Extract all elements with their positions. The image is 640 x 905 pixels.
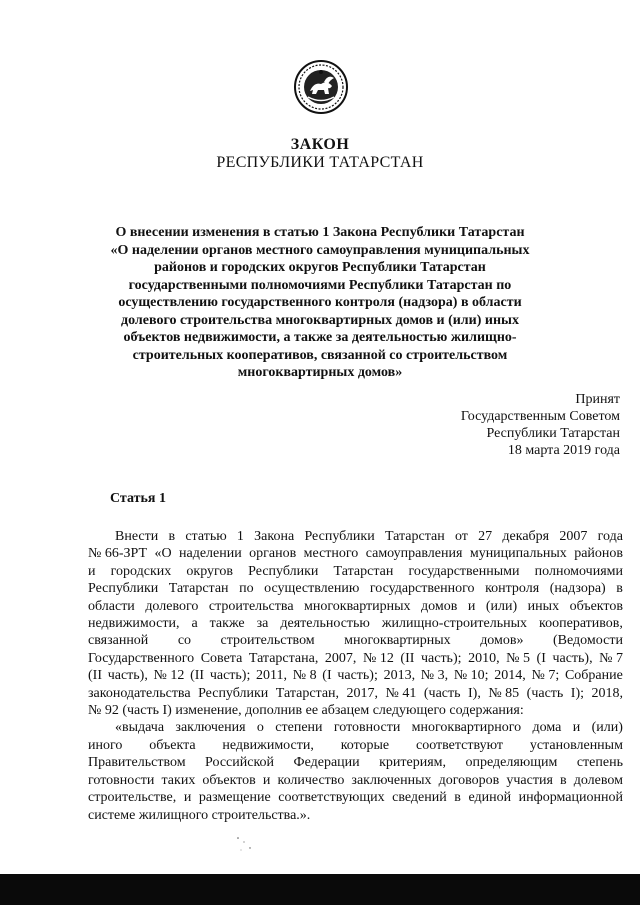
- body-line: [88, 545, 623, 562]
- body-word: Татарстан: [384, 529, 445, 544]
- body-word: и: [262, 772, 271, 788]
- body-word: 2007,: [324, 650, 357, 666]
- body-word: № 7: [599, 650, 623, 666]
- law-subtitle: РЕСПУБЛИКИ ТАТАРСТАН: [216, 154, 424, 171]
- heading-line: «О наделении органов местного самоуправления муниципальных: [110, 242, 530, 258]
- body-word: декабря: [502, 529, 550, 544]
- body-word: № 3,: [420, 668, 449, 684]
- heading-line: строительных кооперативов, связанной со строительством: [132, 347, 508, 363]
- body-word: домов»: [480, 633, 524, 649]
- body-line: [88, 580, 623, 597]
- body-text-run: № 92 (часть I) изменение, дополнив ее абзацем следующего содержания:: [88, 703, 524, 719]
- body-word: и: [467, 598, 476, 614]
- scan-speck: [230, 828, 260, 858]
- body-word: жилищно-строительных: [381, 616, 528, 632]
- body-word: дома: [532, 720, 562, 736]
- body-word: сведений: [392, 790, 447, 806]
- body-word: наделении: [179, 546, 242, 562]
- body-word: долевого: [145, 598, 199, 614]
- body-word: области: [88, 598, 135, 614]
- body-word: Закона: [254, 529, 295, 544]
- body-word: по: [239, 581, 254, 597]
- body-word: (II: [400, 650, 415, 666]
- body-word: недвижимости,: [88, 616, 180, 632]
- body-word: недвижимости,: [222, 737, 314, 753]
- body-word: Татарстан: [168, 581, 229, 597]
- heading-line: районов и городских округов Республики Татарстан: [154, 260, 486, 275]
- heading-line: объектов недвижимости, а также за деятельностью жилищно-: [123, 330, 517, 345]
- adoption-line: Государственным Советом: [460, 409, 620, 424]
- body-line: [88, 737, 623, 754]
- body-word: № 85: [488, 685, 520, 701]
- body-word: (Ведомости: [553, 633, 623, 649]
- body-word: № 8: [292, 668, 317, 684]
- body-word: со: [177, 633, 192, 649]
- body-word: заключения: [175, 720, 246, 736]
- body-word: в: [560, 772, 567, 788]
- body-word: в: [168, 529, 176, 544]
- article-title: Статья 1: [110, 491, 166, 506]
- body-word: 2014,: [494, 668, 526, 684]
- body-word: строительством: [220, 633, 315, 649]
- body-word: 27: [478, 529, 493, 544]
- body-word: в: [454, 790, 461, 806]
- body-word: часть);: [420, 650, 462, 666]
- body-word: (I: [322, 668, 332, 684]
- body-word: I);: [570, 685, 584, 701]
- body-word: (часть: [526, 685, 564, 701]
- body-word: от: [454, 529, 468, 544]
- body-word: (или): [485, 598, 518, 614]
- body-line: [88, 719, 623, 736]
- body-word: Совета: [200, 650, 243, 666]
- body-word: готовности: [88, 772, 155, 788]
- body-line: [88, 789, 623, 806]
- body-word: самоуправления: [365, 546, 463, 562]
- body-word: в: [616, 581, 623, 597]
- body-word: готовности: [333, 720, 401, 736]
- body-word: № 12: [153, 668, 185, 684]
- body-word: Федерации: [293, 755, 360, 771]
- body-word: Российской: [205, 755, 275, 771]
- heading-line: многоквартирных домов»: [237, 365, 403, 380]
- body-word: кооперативов,: [539, 616, 623, 632]
- body-word: Республики: [198, 685, 269, 701]
- body-word: деятельностью: [280, 616, 370, 632]
- body-word: соответствуют: [415, 737, 504, 753]
- body-word: степени: [275, 720, 323, 736]
- body-word: часть);: [209, 668, 251, 684]
- body-word: объектов: [569, 598, 623, 614]
- body-word: государственными: [408, 563, 520, 579]
- body-word: (надзора): [549, 581, 606, 597]
- body-word: иных: [527, 598, 560, 614]
- body-word: I),: [468, 685, 481, 701]
- body-word: Татарстана,: [248, 650, 319, 666]
- body-word: полномочиями: [534, 563, 623, 579]
- body-word: 2010,: [468, 650, 500, 666]
- adoption-line: Принят: [575, 392, 620, 407]
- body-word: (II: [190, 668, 205, 684]
- body-word: № 7;: [531, 668, 560, 684]
- body-word: критериям,: [379, 755, 447, 771]
- body-word: информационной: [518, 790, 623, 806]
- body-word: многоквартирного: [411, 720, 522, 736]
- heading-line: осуществлению государственного контроля (надзора) в области: [118, 295, 522, 310]
- body-word: Собрание: [564, 668, 623, 684]
- body-word: Внести: [115, 529, 159, 544]
- body-word: округов: [186, 563, 234, 579]
- body-line: [88, 667, 623, 684]
- body-word: (II: [88, 668, 102, 684]
- body-word: количество: [277, 772, 345, 788]
- body-word: Республики: [248, 563, 319, 579]
- body-line: [88, 702, 623, 719]
- body-word: (или): [591, 720, 623, 736]
- body-word: долевом: [573, 772, 623, 788]
- body-word: (часть: [423, 685, 461, 701]
- body-word: государственного: [369, 581, 475, 597]
- body-word: за: [256, 616, 269, 632]
- body-word: определяющим: [465, 755, 558, 771]
- body-word: (I: [536, 650, 546, 666]
- body-word: 2013,: [383, 668, 416, 684]
- body-word: объекта: [149, 737, 196, 753]
- body-word: городских: [110, 563, 172, 579]
- body-word: соответствующих: [278, 790, 385, 806]
- body-word: также: [209, 616, 245, 632]
- body-word: № 5: [506, 650, 530, 666]
- body-word: установленным: [529, 737, 623, 753]
- body-word: Республики: [88, 581, 159, 597]
- body-word: районов: [574, 546, 623, 562]
- scan-bottom-border: [0, 874, 640, 905]
- body-word: № 41: [385, 685, 417, 701]
- body-word: иного: [88, 737, 123, 753]
- body-word: и: [88, 563, 96, 579]
- law-title: ЗАКОН: [290, 136, 350, 153]
- body-word: размещение: [198, 790, 271, 806]
- heading-line: долевого строительства многоквартирных домов и (или) иных: [121, 312, 519, 328]
- heading-line: О внесении изменения в статью 1 Закона Республики Татарстан: [115, 225, 525, 240]
- body-line: [88, 754, 623, 771]
- body-word: участия: [506, 772, 553, 788]
- body-line: [88, 528, 623, 545]
- heading-line: государственными полномочиями Республики Татарстан по: [128, 277, 512, 293]
- body-word: «выдача: [115, 720, 165, 736]
- body-word: местного: [303, 546, 359, 562]
- body-word: 1: [236, 529, 244, 544]
- body-line: [88, 772, 623, 789]
- body-word: заключенных: [351, 772, 432, 788]
- body-line: [88, 598, 623, 615]
- document-heading: [110, 224, 530, 382]
- article-body: [88, 528, 623, 824]
- body-line: [88, 632, 623, 649]
- body-word: контроля: [485, 581, 540, 597]
- body-word: строительстве,: [88, 790, 177, 806]
- body-word: часть);: [337, 668, 378, 684]
- body-word: 2018,: [591, 685, 623, 701]
- body-word: объектов: [202, 772, 256, 788]
- body-line: [88, 807, 623, 824]
- body-word: о: [256, 720, 264, 736]
- body-word: многоквартирных: [304, 598, 411, 614]
- adoption-line: Республики Татарстан: [486, 426, 620, 441]
- body-word: органов: [249, 546, 297, 562]
- body-word: года: [597, 529, 623, 544]
- body-word: № 66-ЗРТ: [88, 546, 148, 562]
- body-line: [88, 685, 623, 702]
- body-word: № 10;: [453, 668, 489, 684]
- body-word: статью: [185, 529, 227, 544]
- body-word: единой: [468, 790, 512, 806]
- body-text-run: системе жилищного строительства.».: [88, 807, 311, 823]
- body-word: Республики: [304, 529, 375, 544]
- body-word: муниципальных: [469, 546, 567, 562]
- body-word: связанной: [88, 633, 149, 649]
- body-line: [88, 563, 623, 580]
- body-word: часть),: [552, 650, 593, 666]
- body-word: домов: [421, 598, 458, 614]
- body-word: Татарстан,: [275, 685, 340, 701]
- adoption-date: 18 марта 2019 года: [507, 443, 620, 458]
- body-word: осуществлению: [264, 581, 360, 597]
- body-word: а: [191, 616, 198, 632]
- body-word: 2017,: [346, 685, 379, 701]
- body-line: [88, 650, 623, 667]
- body-word: Татарстан: [333, 563, 394, 579]
- body-word: Правительством: [88, 755, 186, 771]
- body-word: таких: [161, 772, 196, 788]
- adoption-block: [461, 391, 620, 459]
- body-word: 2007: [559, 529, 588, 544]
- body-word: часть),: [107, 668, 148, 684]
- body-word: которые: [340, 737, 390, 753]
- tatarstan-emblem-icon: [294, 60, 348, 114]
- body-word: № 12: [362, 650, 394, 666]
- body-word: многоквартирных: [344, 633, 451, 649]
- body-word: законодательства: [88, 685, 191, 701]
- body-word: договоров: [438, 772, 500, 788]
- body-word: строительства: [208, 598, 294, 614]
- body-line: [88, 615, 623, 632]
- body-word: степень: [576, 755, 623, 771]
- body-word: «О: [154, 546, 172, 562]
- body-word: 2011,: [256, 668, 288, 684]
- body-word: Государственного: [88, 650, 195, 666]
- body-word: и: [572, 720, 581, 736]
- body-word: и: [183, 790, 192, 806]
